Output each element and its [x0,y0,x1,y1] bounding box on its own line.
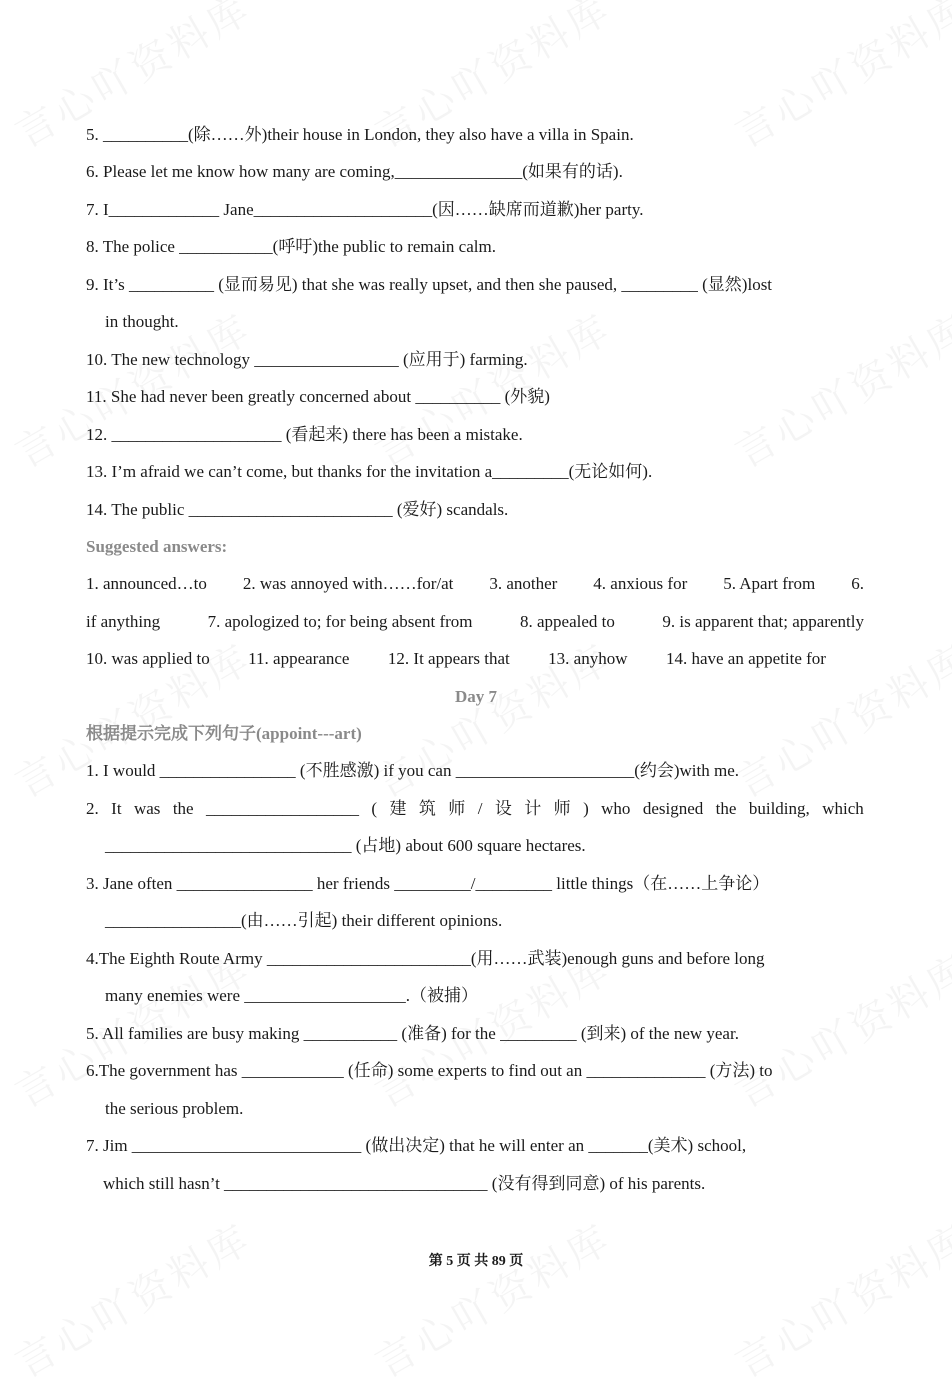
word: building, [748,799,810,818]
answer-item: 8. appealed to [520,612,615,631]
answer-item: 7. apologized to; for being absent from [207,612,473,631]
exercise-line-13: 13. I’m afraid we can’t come, but thanks for the invitation a_________(无论如何). [86,462,653,481]
question-1: 1. I would ________________ (不胜感激) if you can _____________________(约会)with me. [86,761,740,780]
exercise-line-9: 9. It’s __________ (显而易见) that she was really upset, and then she paused, _________ (显然)lost [86,275,773,294]
word: ) [583,799,589,818]
exercise-line-6: 6. Please let me know how many are coming,_______________(如果有的话). [86,162,623,181]
question-6-cont: the serious problem. [105,1099,244,1118]
day-title: Day 7 [454,687,498,706]
answers-row-3 [86,648,826,670]
answer-item: 4. anxious for [593,574,688,593]
word: It [111,799,122,818]
question-4: 4.The Eighth Route Army ________________________(用……武装)enough guns and before long [86,949,765,968]
watermark [723,1208,952,1389]
answers-row-2 [86,611,864,633]
word: who [601,799,631,818]
question-7-cont: which still hasn’t _______________________________ (没有得到同意) of his parents. [103,1174,706,1193]
page-footer: 第 5 页 共 89 页 [428,1254,524,1269]
word: 设 [494,799,512,818]
exercise-line-12: 12. ____________________ (看起来) there has been a mistake. [86,425,523,444]
question-3: 3. Jane often ________________ her friends _________/_________ little things（在……上争论） [86,874,770,893]
question-3-cont: ________________(由……引起) their different opinions. [105,911,503,930]
word: 2. [86,799,99,818]
answers-row-1 [86,573,864,595]
exercise-line-8: 8. The police ___________(呼吁)the public to remain calm. [86,237,496,256]
word: designed [642,799,704,818]
exercise-line-11: 11. She had never been greatly concerned about __________ (外貌) [86,387,550,406]
answer-item: 5. Apart from [723,574,816,593]
watermark [3,1208,260,1389]
answer-item: 1. announced…to [86,574,207,593]
question-5: 5. All families are busy making ___________ (准备) for the _________ (到来) of the new year. [86,1024,739,1043]
answer-item: 12. It appears that [387,649,510,668]
answer-item: 11. appearance [248,649,350,668]
question-7: 7. Jim ___________________________ (做出决定) that he will enter an _______(美术) school, [86,1136,747,1155]
question-2 [86,798,864,820]
answer-item: 9. is apparent that; apparently [662,612,864,631]
exercise-line-14: 14. The public ________________________ (爱好) scandals. [86,500,509,519]
question-6: 6.The government has ____________ (任命) some experts to find out an ______________ (方法) to [86,1061,773,1080]
word: 筑 [418,799,436,818]
word: 计 [524,799,542,818]
suggested-answers-heading: Suggested answers: [86,537,228,556]
word: 建 [389,799,407,818]
answer-item: if anything [86,612,161,631]
question-4-cont: many enemies were ___________________.（被捕） [105,986,478,1005]
word: 师 [553,799,571,818]
watermark [723,0,952,159]
instruction: 根据提示完成下列句子(appoint---art) [86,724,362,743]
word: the [715,799,737,818]
word: the [172,799,194,818]
answer-item: 14. have an appetite for [665,649,826,668]
exercise-line-10: 10. The new technology _________________ (应用于) farming. [86,350,528,369]
word: / [477,799,483,818]
watermark [723,298,952,479]
answer-item: 13. anyhow [548,649,628,668]
exercise-line-7: 7. I_____________ Jane_____________________(因……缺席而道歉)her party. [86,200,644,219]
answer-item: 10. was applied to [86,649,210,668]
word: __________________ [206,799,359,818]
answer-item: 3. another [489,574,558,593]
answer-item: 2. was annoyed with……for/at [242,574,454,593]
exercise-line-5: 5. __________(除……外)their house in London, they also have a villa in Spain. [86,125,634,144]
watermark [363,1208,620,1389]
word: ( [371,799,378,818]
word: 师 [448,799,466,818]
answer-item: 6. [851,574,864,593]
question-2-cont: _____________________________ (占地) about 600 square hectares. [105,836,586,855]
word: which [822,799,864,818]
word: was [133,799,161,818]
exercise-line-9-cont: in thought. [105,312,179,331]
